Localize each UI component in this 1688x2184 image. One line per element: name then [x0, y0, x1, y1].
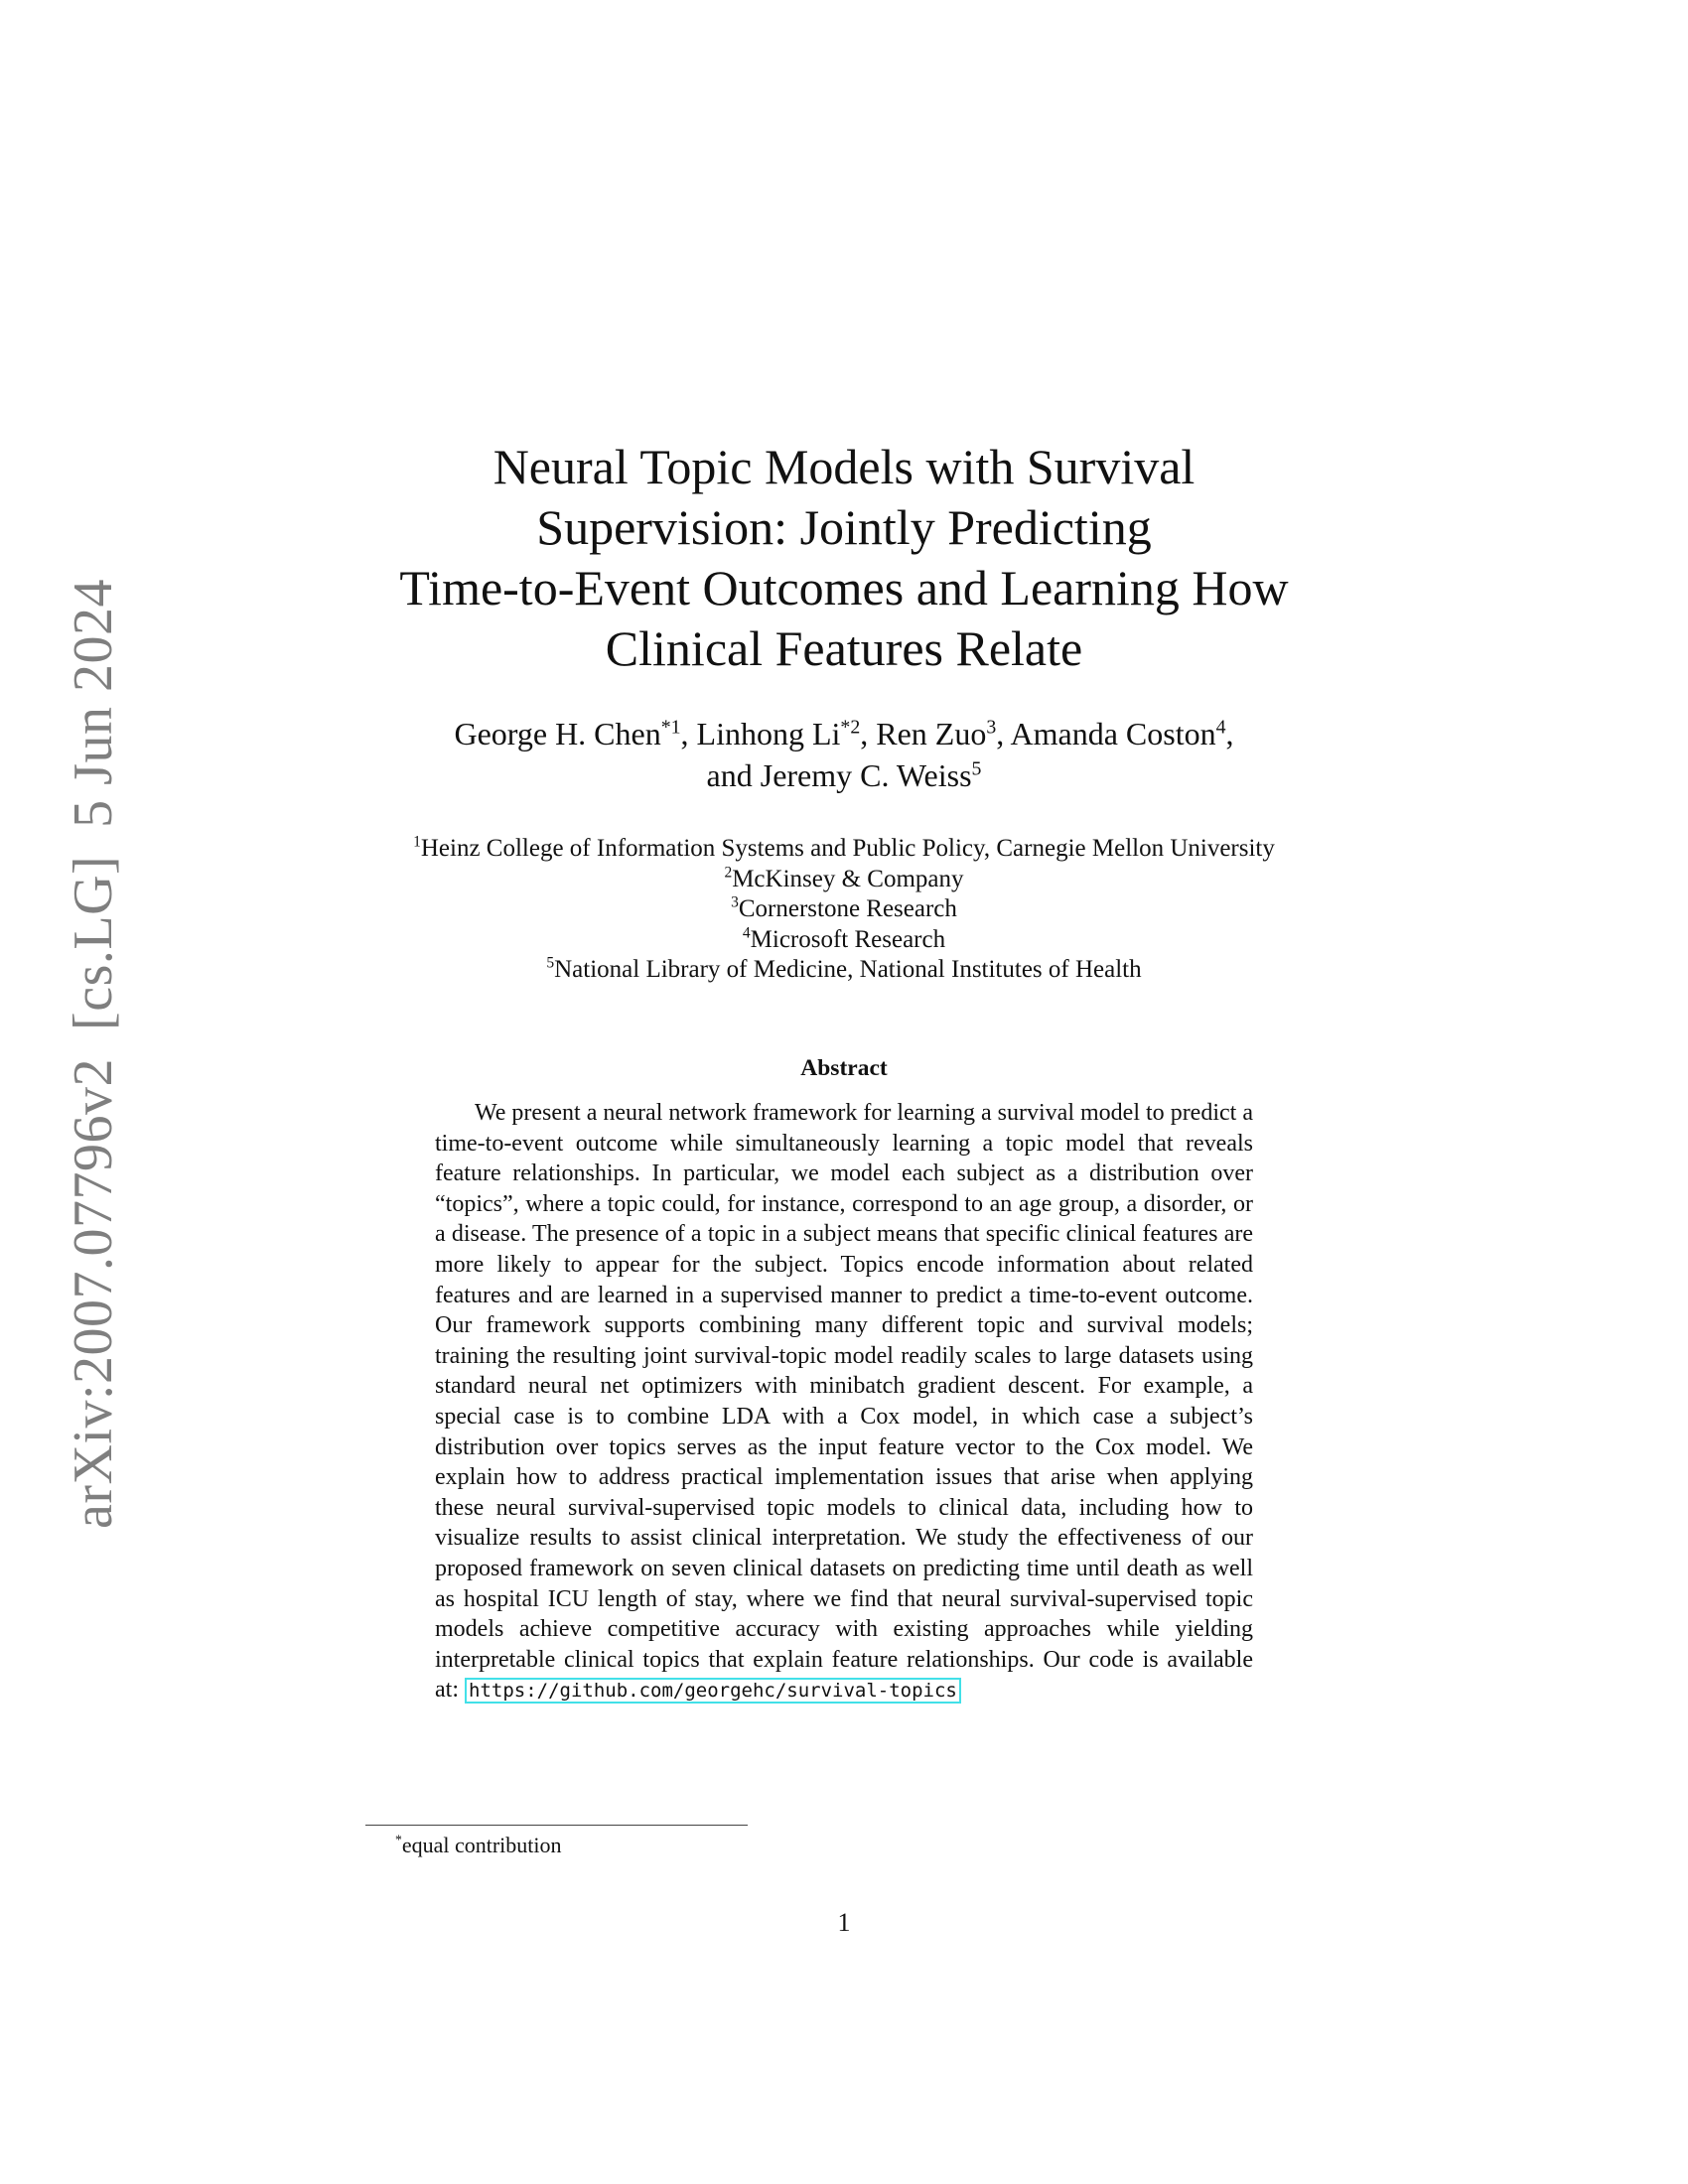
author-separator: , [996, 716, 1011, 751]
author-line [348, 754, 1340, 796]
footnote [395, 1833, 562, 1858]
arxiv-category: [cs.LG] [63, 855, 124, 1030]
affiliation-text: Heinz College of Information Systems and Public Policy, Carnegie Mellon University [420, 835, 1275, 862]
title-line: Clinical Features Relate [605, 620, 1083, 676]
affiliation-number: 5 [546, 954, 555, 972]
paper-title [348, 437, 1340, 679]
affiliation-text: Microsoft Research [750, 925, 946, 953]
code-repository-link[interactable]: https://github.com/georgehc/survival-topics [465, 1678, 961, 1704]
abstract-text: We present a neural network framework for learning a survival model to predict a time-to-event outcome while simultaneously learning a topic model that reveals feature relationships. In particular, we model each subject as a distribution over “topics”, where a topic could, for instance, correspond to an age group, a disorder, or a disease. The presence of a topic in a subject means that specific clinical features are more likely to appear for the subject. Topics encode information about related features and are learned in a supervised manner to predict a time-to-event outcome. Our framework supports combining many different topic and survival models; training the resulting joint survival-topic model readily scales to large datasets using standard neural net optimizers with minibatch gradient descent. For example, a special case is to combine LDA with a Cox model, in which case a subject’s distribution over topics serves as the input feature vector to the Cox model. We explain how to address practical implementation issues that arise when applying these neural survival-supervised topic models to clinical data, including how to visualize results to assist clinical interpretation. We study the effectiveness of our proposed framework on seven clinical datasets on predicting time until death as well as hospital ICU length of stay, where we find that neural survival-supervised topic models achieve competitive accuracy with existing approaches while yielding interpretable clinical topics that explain feature relationships. Our code is available at: [435, 1100, 1253, 1704]
affiliation-number: 1 [413, 833, 421, 851]
author-name: and Jeremy C. Weiss [706, 757, 972, 793]
abstract-body [435, 1098, 1253, 1706]
affiliation-item [348, 925, 1340, 956]
affiliation-text: National Library of Medicine, National Institutes of Health [554, 956, 1142, 983]
author-name: Amanda Coston [1010, 716, 1216, 751]
author-mark: *1 [660, 716, 681, 739]
title-line: Neural Topic Models with Survival [492, 439, 1196, 494]
footnote-text: equal contribution [401, 1833, 562, 1857]
author-line [348, 713, 1340, 754]
author-separator: , [1225, 716, 1234, 751]
author-list [348, 713, 1340, 796]
author-separator: , [680, 716, 697, 751]
author-name: George H. Chen [454, 716, 661, 751]
author-name: Linhong Li [696, 716, 841, 751]
page-number: 1 [837, 1908, 851, 1937]
affiliation-item [348, 955, 1340, 986]
arxiv-date: 5 Jun 2024 [63, 579, 124, 828]
affiliation-number: 3 [731, 893, 739, 911]
arxiv-stamp [62, 579, 125, 1529]
affiliation-item [348, 894, 1340, 925]
affiliation-number: 2 [724, 864, 733, 882]
author-name: Ren Zuo [876, 716, 987, 751]
affiliation-item [348, 834, 1340, 865]
affiliation-number: 4 [742, 924, 751, 942]
affiliation-item [348, 865, 1340, 895]
footnote-rule [365, 1825, 748, 1826]
title-line: Time-to-Event Outcomes and Learning How [399, 560, 1289, 615]
author-separator: , [860, 716, 877, 751]
affiliation-text: Cornerstone Research [738, 895, 957, 922]
author-mark: 3 [986, 716, 997, 739]
arxiv-id: arXiv:2007.07796v2 [63, 1057, 124, 1529]
author-mark: 5 [971, 757, 982, 780]
affiliation-list [348, 834, 1340, 986]
title-line: Supervision: Jointly Predicting [536, 499, 1152, 555]
author-mark: *2 [840, 716, 861, 739]
abstract-heading: Abstract [800, 1055, 888, 1081]
author-mark: 4 [1215, 716, 1226, 739]
footnote-mark: * [395, 1832, 402, 1847]
affiliation-text: McKinsey & Company [732, 865, 964, 892]
